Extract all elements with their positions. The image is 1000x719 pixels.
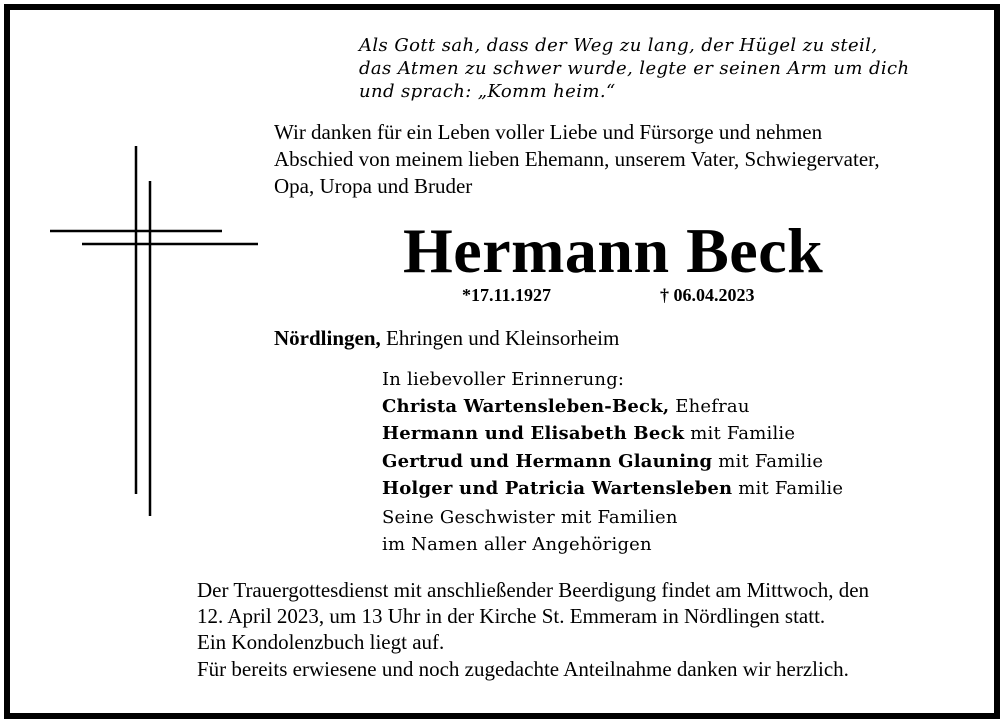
mourner-relation: mit Familie (684, 423, 796, 444)
mourner-name: Hermann und Elisabeth Beck (382, 423, 685, 444)
intro-line: Abschied von meinem lieben Ehemann, unserem Vater, Schwiegervater, (274, 147, 880, 171)
intro-line: Opa, Uropa und Bruder (274, 174, 473, 198)
mourner-entry (382, 478, 843, 499)
mourner-name: Gertrud und Hermann Glauning (382, 451, 713, 472)
mourner-relation: mit Familie (712, 451, 824, 472)
mourner-name: Holger und Patricia Wartensleben (382, 478, 733, 499)
death-date: † 06.04.2023 (660, 285, 755, 305)
quote-line: und sprach: „Komm heim.“ (359, 81, 616, 102)
service-line: Für bereits erwiesene und noch zugedachte Anteilnahme danken wir herzlich. (197, 657, 849, 681)
places (274, 326, 619, 351)
place-others: Ehringen und Kleinsorheim (380, 326, 620, 350)
intro-line: Wir danken für ein Leben voller Liebe und Fürsorge und nehmen (274, 120, 823, 144)
mourner-entry (382, 423, 795, 444)
mourner-entry (382, 451, 823, 472)
service-line: Der Trauergottesdienst mit anschließender Beerdigung findet am Mittwoch, den (197, 578, 870, 602)
service-line: Ein Kondolenzbuch liegt auf. (197, 630, 445, 654)
quote-line: das Atmen zu schwer wurde, legte er seinen Arm um dich (359, 58, 910, 79)
place-main: Nördlingen, (274, 326, 381, 350)
birth-date: *17.11.1927 (462, 285, 552, 305)
deceased-name: Hermann Beck (403, 215, 824, 286)
mourner-entry (382, 396, 750, 417)
mourners-heading: In liebevoller Erinnerung: (382, 369, 625, 390)
service-line: 12. April 2023, um 13 Uhr in der Kirche St. Emmeram in Nördlingen statt. (197, 604, 826, 628)
mourners-extra: Seine Geschwister mit Familien (382, 507, 678, 528)
mourner-name: Christa Wartensleben-Beck, (382, 396, 670, 417)
mourner-relation: mit Familie (732, 478, 844, 499)
mourner-relation: Ehefrau (669, 396, 750, 417)
mourners-extra: im Namen aller Angehörigen (382, 534, 652, 555)
quote-line: Als Gott sah, dass der Weg zu lang, der Hügel zu steil, (359, 35, 878, 56)
